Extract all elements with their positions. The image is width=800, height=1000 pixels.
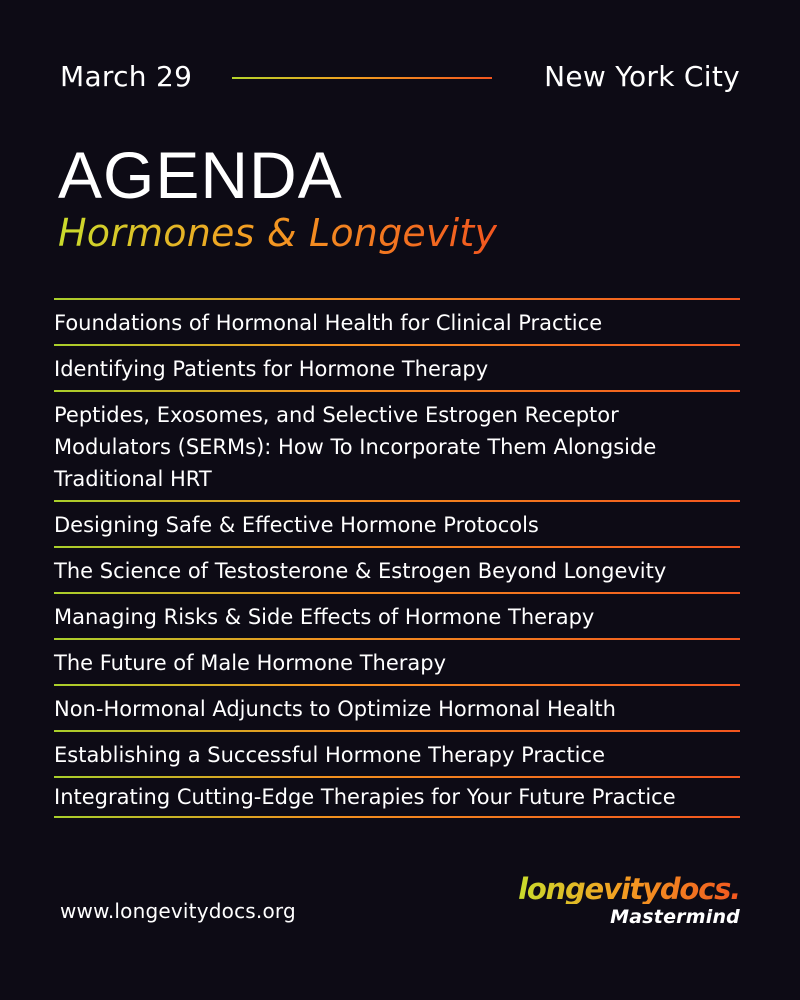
agenda-item: Identifying Patients for Hormone Therapy <box>54 357 489 381</box>
agenda-list <box>54 298 740 818</box>
page-title: AGENDA <box>58 138 343 212</box>
website-link[interactable]: www.longevitydocs.org <box>60 899 296 923</box>
agenda-item: Peptides, Exosomes, and Selective Estrogen Receptor Modulators (SERMs): How To Incorporate Them Alongside Traditional HRT <box>54 403 657 491</box>
brand-logo-subtitle: Mastermind <box>610 906 740 929</box>
brand-logo <box>518 874 740 928</box>
agenda-item: The Future of Male Hormone Therapy <box>54 651 447 675</box>
agenda-divider <box>54 816 740 818</box>
agenda-item: Managing Risks & Side Effects of Hormone Therapy <box>54 605 595 629</box>
agenda-item: Integrating Cutting-Edge Therapies for Your Future Practice <box>54 785 676 809</box>
event-city: New York City <box>544 60 740 93</box>
event-date: March 29 <box>60 60 193 93</box>
page-subtitle: Hormones & Longevity <box>58 211 498 255</box>
agenda-item: The Science of Testosterone & Estrogen Beyond Longevity <box>54 559 667 583</box>
brand-logo-wordmark: longevitydocs. <box>518 872 740 906</box>
header-divider-line <box>232 77 492 79</box>
agenda-item: Designing Safe & Effective Hormone Protocols <box>54 513 539 537</box>
agenda-item: Non-Hormonal Adjuncts to Optimize Hormonal Health <box>54 697 616 721</box>
agenda-item: Establishing a Successful Hormone Therapy Practice <box>54 743 605 767</box>
agenda-item: Foundations of Hormonal Health for Clinical Practice <box>54 311 603 335</box>
